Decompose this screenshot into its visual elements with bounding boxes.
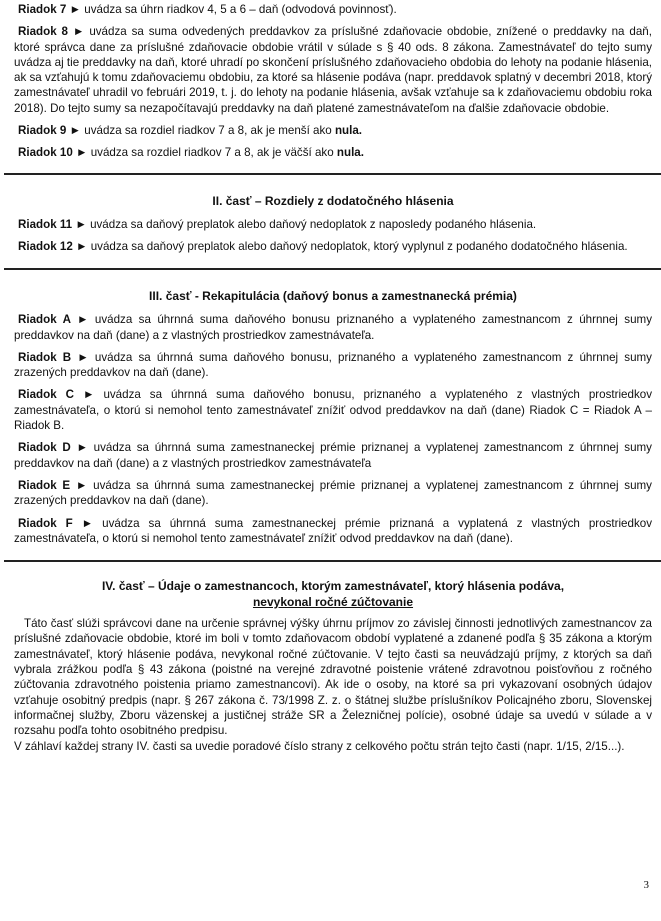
row-10-label: Riadok 10 ► <box>18 146 88 160</box>
row-7-text: uvádza sa úhrn riadkov 4, 5 a 6 – daň (odvodová povinnosť). <box>84 3 397 16</box>
page-number: 3 <box>643 879 649 891</box>
section-divider-3 <box>4 560 661 562</box>
row-12-paragraph <box>14 239 652 254</box>
part4-paragraph-2: V záhlaví každej strany IV. časti sa uvedie poradové číslo strany z celkového počtu strán tejto časti (napr. 1/15, 2/15...). <box>14 739 625 753</box>
row-11-label: Riadok 11 ► <box>18 217 87 231</box>
row-8-label: Riadok 8 ► <box>18 25 85 39</box>
row-f-paragraph <box>14 516 652 547</box>
row-c-label: Riadok C ► <box>18 388 95 402</box>
part2-heading: II. časť – Rozdiely z dodatočného hlásenia <box>212 193 454 208</box>
row-f-text: uvádza sa úhrnná suma zamestnaneckej prémie priznaná a vyplatená z vlastných prostriedkov zamestnávateľa, o ktorú si nemohol tento zamestnávateľ znížiť odvod preddavkov na daň (dane). <box>14 516 652 545</box>
row-7-paragraph <box>14 2 652 17</box>
row-9-paragraph <box>14 123 652 138</box>
row-8-paragraph <box>14 24 652 116</box>
row-d-label: Riadok D ► <box>18 441 88 455</box>
row-10-text: uvádza sa rozdiel riadkov 7 a 8, ak je väčší ako <box>90 146 334 160</box>
part4-heading-line1: IV. časť – Údaje o zamestnancoch, ktorým zamestnávateľ, ktorý hlásenia podáva, <box>101 579 565 594</box>
part4-paragraph-1: Táto časť slúži správcovi dane na určenie správnej výšky úhrnu príjmov zo závislej činnosti jednotlivých zamestnancov za príslušné zdaňovacie obdobie, ktoré im boli v tomto zdaňovacom období vyplatené a zdanené podľa § 35 zákona a ktorým zamestnávateľ, ktorý hlásenie podáva, nevykonal ročné zúčtovanie. V tejto časti sa neuvádzajú príjmy, z ktorých sa daň vybrala zrážkou podľa § 43 zákona (poistné na verejné zdravotné poistenie vrátené zdravotnou poisťovňou z ročného zúčtovania zdravotného poistenia priamo zamestnancovi). Ak ide o osoby, na ktoré sa pri vykazovaní osobných údajov vzťahuje osobitný predpis (napr. § 267 zákona č. 73/1998 Z. z. o štátnej službe príslušníkov Policajného zboru, Slovenskej informačnej služby, Zboru väzenskej a justičnej stráže SR a Železničnej polície), osobné údaje sa uvedú v súlade a v rozsahu podľa tohto osobitného predpisu. <box>14 617 652 738</box>
row-b-paragraph <box>14 350 652 381</box>
part4-heading-line2 <box>14 594 652 610</box>
row-10-paragraph <box>14 145 652 160</box>
row-11-text: uvádza sa daňový preplatok alebo daňový nedoplatok z naposledy podaného hlásenia. <box>90 217 537 231</box>
row-12-label: Riadok 12 ► <box>18 239 88 253</box>
row-c-text: uvádza sa úhrnná suma daňového bonusu, priznaného a vyplateného z vlastných prostriedkov zamestnávateľa, o ktorú si nemohol tento zamestnávateľ znížiť odvod preddavkov na daň (dane) Riadok C = Riadok A – Riadok B. <box>14 388 652 433</box>
row-f-label: Riadok F ► <box>18 516 94 530</box>
row-b-label: Riadok B ► <box>18 350 89 364</box>
row-a-paragraph <box>14 312 652 343</box>
part3-heading: III. časť - Rekapitulácia (daňový bonus a zamestnanecká prémia) <box>149 289 517 304</box>
section-divider-1 <box>4 173 661 175</box>
row-9-label: Riadok 9 ► <box>18 124 82 138</box>
row-b-text: uvádza sa úhrnná suma daňového bonusu, priznaného a vyplateného zamestnancom z úhrnnej sumy zrazených preddavkov na daň (dane). <box>14 350 652 380</box>
row-a-label: Riadok A ► <box>18 313 89 327</box>
row-8-text: uvádza sa suma odvedených preddavkov za príslušné zdaňovacie obdobie, znížené o preddavky na daň, ktoré správca dane za príslušné zdaňovacie obdobie vrátil v súlade s § 40 ods. 8 zákona. Zamestnávateľ do tejto sumy uvádza aj tie preddavky na daň, ktoré uhradí po skončení príslušného zdaňovacieho obdobia do lehoty na podanie hlásenia, ak sa vzťahujú k tomu zdaňovaciemu obdobiu, za ktoré sa hlásenie podáva (napr. preddavok splatný v decembri 2018, ktorý zamestnávateľ uhradil vo februári 2019, t. j. do lehoty na podanie hlásenia, avšak vzťahuje sa k zdaňovaciemu obdobiu roka 2018). Do tejto sumy sa nezapočítavajú preddavky na daň platené zamestnávateľom na ďalšie zdaňovacie obdobie. <box>14 25 652 115</box>
row-d-paragraph <box>14 440 652 471</box>
page-content <box>14 2 652 761</box>
row-c-paragraph <box>14 387 652 433</box>
section-divider-2 <box>4 268 661 270</box>
row-9-end: nula. <box>334 124 363 138</box>
row-9-text: uvádza sa rozdiel riadkov 7 a 8, ak je menší ako <box>84 124 332 138</box>
row-a-text: uvádza sa úhrnná suma daňového bonusu priznaného a vyplateného zamestnancom z úhrnnej sumy preddavkov na daň (dane) a z vlastných prostriedkov zamestnávateľa. <box>14 313 652 342</box>
row-e-label: Riadok E ► <box>18 478 88 492</box>
row-10-end: nula. <box>336 146 364 160</box>
part4-heading-underlined: nevykonal ročné zúčtovanie <box>252 595 414 610</box>
row-12-text: uvádza sa daňový preplatok alebo daňový nedoplatok, ktorý vyplynul z podaného dodatočného hlásenia. <box>90 239 628 253</box>
row-11-paragraph <box>14 217 652 232</box>
row-e-paragraph <box>14 478 652 509</box>
row-e-text: uvádza sa úhrnná suma zamestnaneckej prémie priznanej a vyplatenej zamestnancom z úhrnnej sumy zrazených preddavkov na daň (dane). <box>14 478 652 508</box>
row-7-label: Riadok 7 ► <box>18 3 82 16</box>
row-d-text: uvádza sa úhrnná suma zamestnaneckej prémie priznanej a vyplatenej zamestnancom z úhrnnej sumy preddavkov na daň (dane) a z vlastných prostriedkov zamestnávateľa <box>14 441 652 470</box>
